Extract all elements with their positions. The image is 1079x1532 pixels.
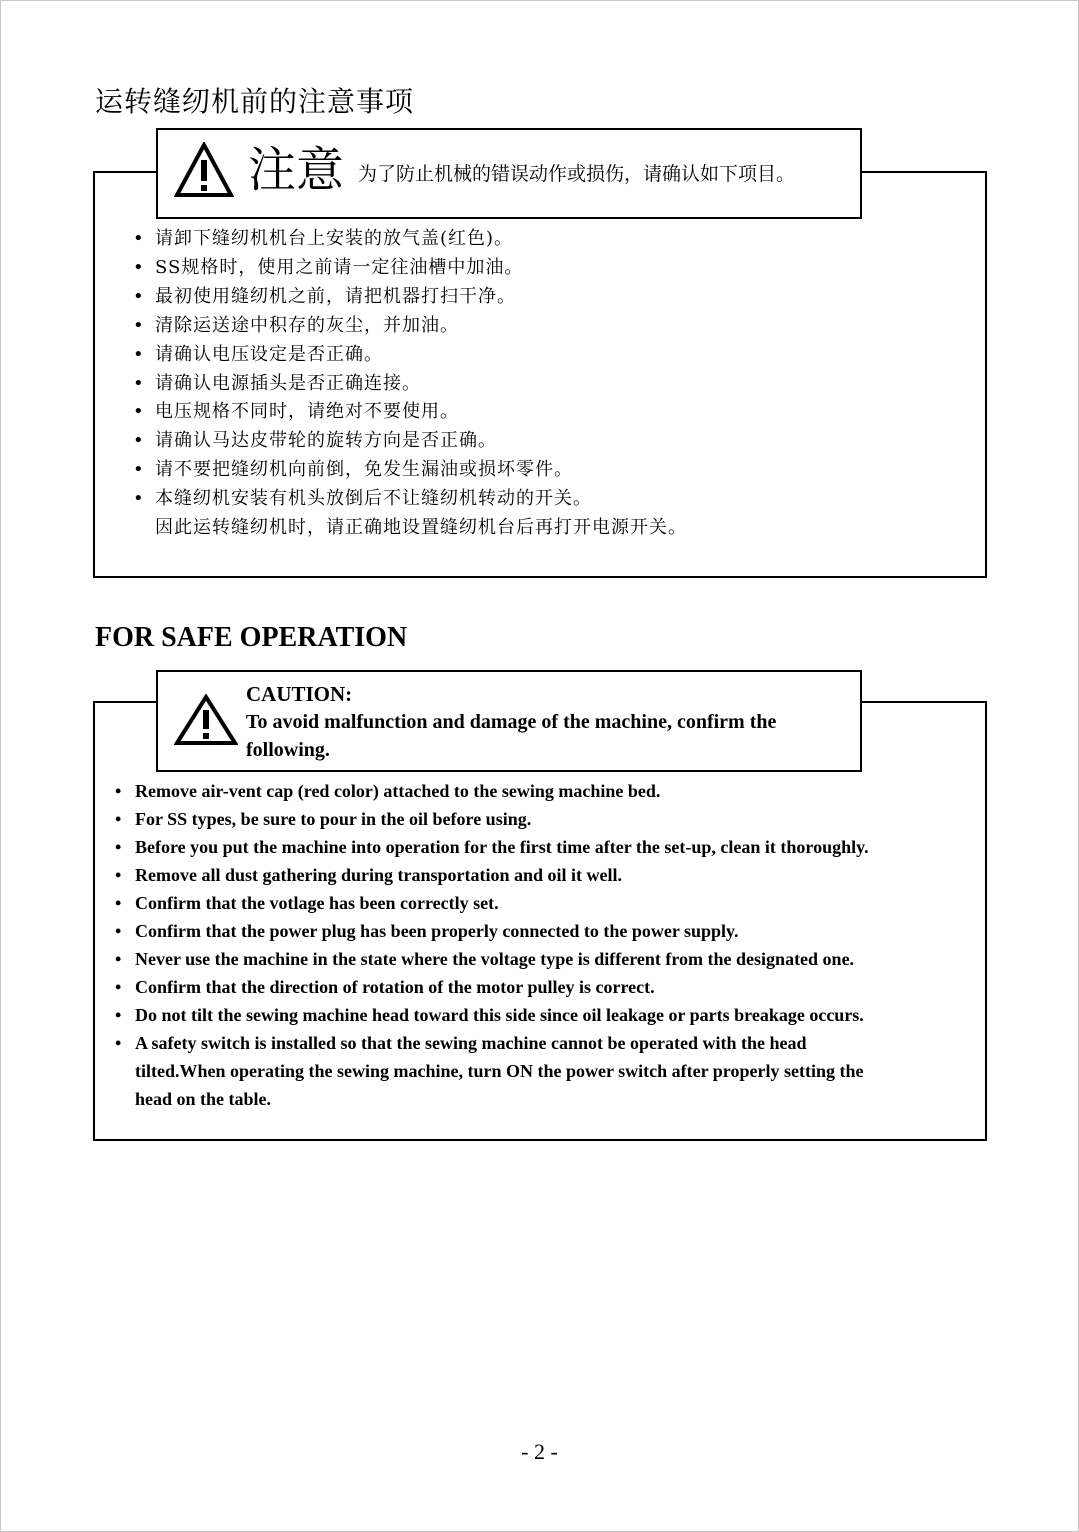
list-item: • A safety switch is installed so that the sewing machine cannot be operated with the head tilted.When operating the sewing machine, turn ON the power switch after properly setting the head on the table. xyxy=(115,1029,895,1113)
list-item: • Before you put the machine into operation for the first time after the set-up, clean it thoroughly. xyxy=(115,833,895,861)
notice-list-en xyxy=(115,777,895,1113)
bullet: • xyxy=(133,256,145,278)
list-item: • SS规格时，使用之前请一定往油槽中加油。 xyxy=(133,254,687,283)
caution-message-cn: 为了防止机械的错误动作或损伤，请确认如下项目。 xyxy=(358,163,796,185)
list-item: • For SS types, be sure to pour in the oil before using. xyxy=(115,805,895,833)
bullet: • xyxy=(115,921,122,941)
list-item: • Do not tilt the sewing machine head toward this side since oil leakage or parts breakage occurs. xyxy=(115,1001,895,1029)
list-item: • 请不要把缝纫机向前倒，免发生漏油或损坏零件。 xyxy=(133,456,687,485)
notice-list-cn xyxy=(133,225,687,543)
list-item: • 请确认马达皮带轮的旋转方向是否正确。 xyxy=(133,427,687,456)
caution-word-cn: 注意 xyxy=(248,142,345,198)
list-item: • 本缝纫机安装有机头放倒后不让缝纫机转动的开关。 因此运转缝纫机时，请正确地设置缝纫机台后再打开电源开关。 xyxy=(133,485,687,543)
page-number: - 2 - xyxy=(521,1439,558,1464)
bullet: • xyxy=(133,488,145,510)
warning-triangle-icon xyxy=(174,694,238,746)
bullet: • xyxy=(115,781,122,801)
bullet: • xyxy=(115,893,122,913)
bullet: • xyxy=(133,343,145,365)
list-item: • Confirm that the votlage has been correctly set. xyxy=(115,889,895,917)
bullet: • xyxy=(133,372,145,394)
caution-title-en: CAUTION: xyxy=(246,682,353,706)
list-item: • 请卸下缝纫机机台上安装的放气盖(红色)。 xyxy=(133,225,687,254)
bullet: • xyxy=(115,837,122,857)
list-item: • Remove all dust gathering during transportation and oil it well. xyxy=(115,861,895,889)
bullet: • xyxy=(115,865,122,885)
list-item: • 最初使用缝纫机之前，请把机器打扫干净。 xyxy=(133,283,687,312)
bullet: • xyxy=(115,809,122,829)
list-item: • Confirm that the direction of rotation of the motor pulley is correct. xyxy=(115,973,895,1001)
bullet: • xyxy=(133,314,145,336)
warning-triangle-icon xyxy=(174,142,234,198)
list-item: • 请确认电源插头是否正确连接。 xyxy=(133,370,687,399)
list-item: • 请确认电压设定是否正确。 xyxy=(133,341,687,370)
list-item: • Confirm that the power plug has been properly connected to the power supply. xyxy=(115,917,895,945)
bullet: • xyxy=(133,430,145,452)
notice-box-cn xyxy=(93,171,987,578)
caution-header-cn xyxy=(156,128,862,219)
caution-message-en: To avoid malfunction and damage of the machine, confirm the following. xyxy=(246,711,777,761)
list-item: • Never use the machine in the state where the voltage type is different from the designated one. xyxy=(115,945,895,973)
section-heading-cn: 运转缝纫机前的注意事项 xyxy=(95,85,415,118)
bullet: • xyxy=(115,1033,122,1053)
list-item: • Remove air-vent cap (red color) attached to the sewing machine bed. xyxy=(115,777,895,805)
bullet: • xyxy=(133,459,145,481)
section-heading-en: FOR SAFE OPERATION xyxy=(95,622,408,653)
list-item: • 电压规格不同时，请绝对不要使用。 xyxy=(133,398,687,427)
caution-header-en xyxy=(156,670,862,772)
bullet: • xyxy=(115,1005,122,1025)
bullet: • xyxy=(133,401,145,423)
list-item: • 清除运送途中积存的灰尘，并加油。 xyxy=(133,312,687,341)
bullet: • xyxy=(115,977,122,997)
bullet: • xyxy=(133,285,145,307)
bullet: • xyxy=(133,228,145,249)
bullet: • xyxy=(115,949,122,969)
